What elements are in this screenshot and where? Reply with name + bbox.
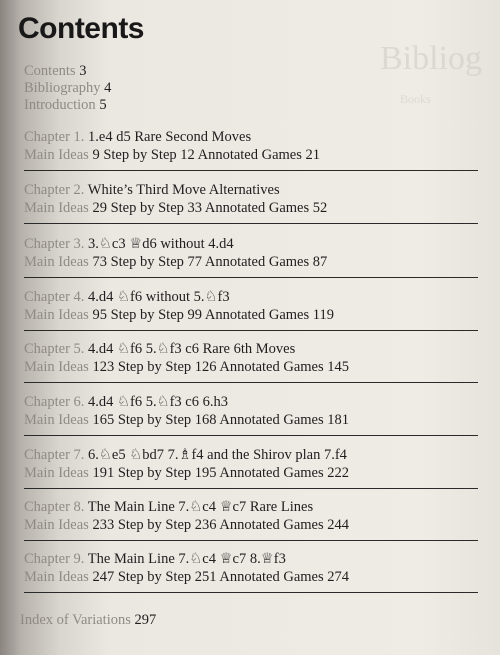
main-ideas-page: 247 (92, 569, 115, 585)
chapter-entry (24, 128, 478, 171)
step-page: 168 (194, 412, 217, 428)
step-label: Step by Step (117, 517, 192, 533)
games-page: 274 (327, 569, 350, 585)
chapter-entry (24, 393, 478, 436)
games-page: 21 (305, 147, 321, 163)
games-page: 145 (327, 359, 350, 375)
games-label: Annotated Games (219, 465, 324, 481)
chapter-sections (24, 568, 478, 586)
main-ideas-page: 9 (92, 147, 100, 163)
front-label: Introduction (24, 97, 96, 113)
chapter-entry (24, 288, 478, 331)
games-label: Annotated Games (219, 569, 324, 585)
chapter-divider (24, 170, 478, 171)
chapter-title: The Main Line 7.♘c4 ♕c7 8.♕f3 (87, 551, 286, 567)
bleed-line: Books (400, 92, 431, 106)
chapter-label: Chapter 6. (24, 394, 85, 410)
chapter-divider (24, 540, 478, 541)
step-page: 195 (194, 465, 217, 481)
chapter-entry (24, 550, 478, 593)
games-label: Annotated Games (219, 517, 324, 533)
step-page: 99 (187, 307, 203, 323)
chapter-entry (24, 181, 478, 224)
step-page: 126 (194, 359, 217, 375)
chapter-sections (24, 358, 478, 376)
front-label: Contents (24, 63, 76, 79)
index-label: Index of Variations (20, 612, 131, 628)
front-page: 3 (79, 63, 87, 79)
step-page: 251 (194, 569, 217, 585)
main-ideas-page: 165 (92, 412, 115, 428)
chapter-heading (24, 181, 478, 199)
main-ideas-label: Main Ideas (24, 307, 89, 323)
chapter-sections (24, 199, 478, 217)
chapter-divider (24, 277, 478, 278)
chapter-divider (24, 330, 478, 331)
chapter-heading (24, 446, 478, 464)
main-ideas-label: Main Ideas (24, 254, 89, 270)
bleed-title: Bibliog (380, 40, 483, 77)
chapter-label: Chapter 1. (24, 129, 85, 145)
main-ideas-label: Main Ideas (24, 517, 89, 533)
chapter-title: 1.e4 d5 Rare Second Moves (88, 129, 252, 145)
chapter-label: Chapter 9. (24, 551, 85, 567)
games-page: 222 (327, 465, 350, 481)
chapter-heading (24, 288, 478, 306)
chapter-title: 3.♘c3 ♕d6 without 4.d4 (88, 236, 234, 252)
games-label: Annotated Games (219, 359, 324, 375)
front-page: 4 (104, 80, 112, 96)
chapter-label: Chapter 8. (24, 499, 85, 515)
chapter-divider (24, 592, 478, 593)
main-ideas-label: Main Ideas (24, 465, 89, 481)
chapter-title: 4.d4 ♘f6 5.♘f3 c6 6.h3 (88, 394, 228, 410)
chapter-divider (24, 382, 478, 383)
front-item (24, 97, 111, 114)
front-page: 5 (99, 97, 107, 113)
main-ideas-page: 233 (92, 517, 115, 533)
chapter-label: Chapter 7. (24, 447, 85, 463)
games-label: Annotated Games (197, 147, 302, 163)
main-ideas-page: 191 (92, 465, 115, 481)
games-page: 52 (312, 200, 328, 216)
chapter-heading (24, 550, 478, 568)
chapter-sections (24, 464, 478, 482)
chapter-sections (24, 411, 478, 429)
chapter-title: 4.d4 ♘f6 without 5.♘f3 (88, 289, 230, 305)
main-ideas-page: 123 (92, 359, 115, 375)
games-page: 119 (312, 307, 334, 323)
front-item (24, 63, 111, 80)
step-page: 12 (180, 147, 195, 163)
step-page: 33 (187, 200, 203, 216)
step-label: Step by Step (117, 359, 192, 375)
step-label: Step by Step (110, 200, 184, 216)
chapter-entry (24, 498, 478, 541)
main-ideas-label: Main Ideas (24, 147, 89, 163)
index-entry (20, 612, 156, 629)
chapter-divider (24, 488, 478, 489)
step-label: Step by Step (117, 412, 192, 428)
step-label: Step by Step (103, 147, 177, 163)
chapter-divider (24, 223, 478, 224)
front-label: Bibliography (24, 80, 101, 96)
step-label: Step by Step (110, 307, 184, 323)
page-title: Contents (18, 12, 144, 45)
chapter-label: Chapter 5. (24, 341, 85, 357)
step-label: Step by Step (110, 254, 184, 270)
index-page: 297 (134, 612, 157, 628)
games-label: Annotated Games (204, 254, 310, 270)
main-ideas-page: 29 (92, 200, 107, 216)
chapter-heading (24, 235, 478, 253)
chapter-label: Chapter 4. (24, 289, 85, 305)
main-ideas-label: Main Ideas (24, 200, 89, 216)
chapter-title: 6.♘e5 ♘bd7 7.♗f4 and the Shirov plan 7.f4 (88, 447, 347, 463)
chapter-title: The Main Line 7.♘c4 ♕c7 Rare Lines (87, 499, 314, 515)
games-page: 244 (327, 517, 350, 533)
chapter-heading (24, 393, 478, 411)
chapter-entry (24, 235, 478, 278)
step-page: 236 (194, 517, 217, 533)
chapter-sections (24, 516, 478, 534)
front-matter-list (24, 63, 111, 114)
main-ideas-label: Main Ideas (24, 359, 89, 375)
step-page: 77 (187, 254, 203, 270)
chapter-label: Chapter 3. (24, 236, 85, 252)
front-item (24, 80, 111, 97)
chapter-divider (24, 435, 478, 436)
games-label: Annotated Games (204, 200, 310, 216)
chapter-sections (24, 253, 478, 271)
main-ideas-label: Main Ideas (24, 412, 89, 428)
chapter-sections (24, 306, 478, 324)
chapter-heading (24, 498, 478, 516)
main-ideas-label: Main Ideas (24, 569, 89, 585)
step-label: Step by Step (117, 569, 192, 585)
main-ideas-page: 73 (92, 254, 107, 270)
chapter-heading (24, 340, 478, 358)
chapter-entry (24, 446, 478, 489)
chapter-label: Chapter 2. (24, 182, 85, 198)
chapter-title: 4.d4 ♘f6 5.♘f3 c6 Rare 6th Moves (88, 341, 296, 357)
chapter-title: White’s Third Move Alternatives (87, 182, 280, 198)
chapter-sections (24, 146, 478, 164)
chapter-entry (24, 340, 478, 383)
games-page: 181 (327, 412, 350, 428)
main-ideas-page: 95 (92, 307, 107, 323)
games-label: Annotated Games (219, 412, 324, 428)
step-label: Step by Step (117, 465, 192, 481)
games-label: Annotated Games (204, 307, 310, 323)
games-page: 87 (312, 254, 328, 270)
chapter-heading (24, 128, 478, 146)
